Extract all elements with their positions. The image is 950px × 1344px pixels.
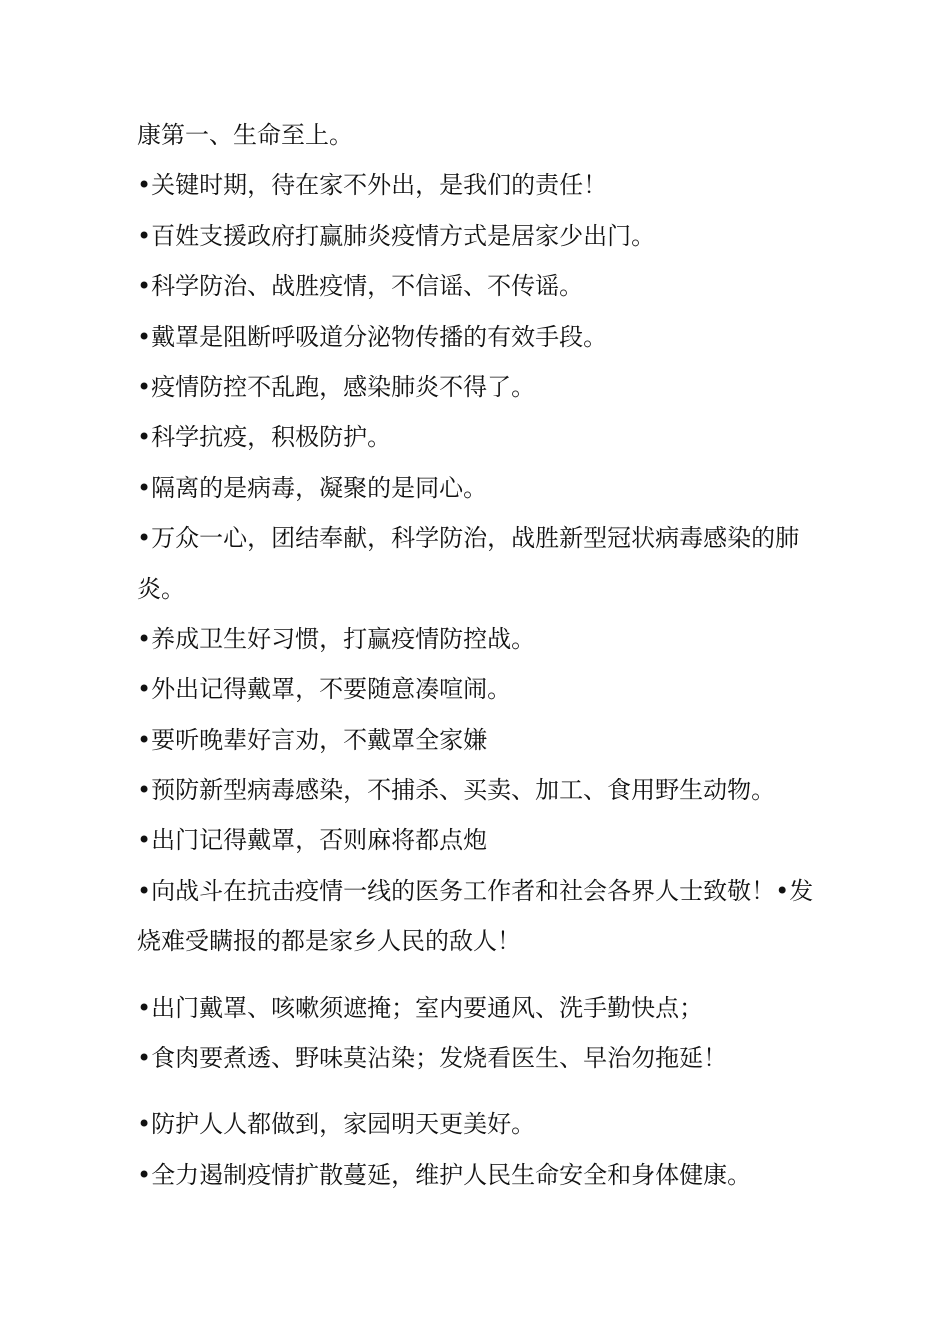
text-line: 烧难受瞒报的都是家乡人民的敌人！ bbox=[137, 927, 521, 956]
text-line: 康第一、生命至上。 bbox=[137, 121, 353, 149]
bullet-line: •外出记得戴罩，不要随意凑喧闹。 bbox=[137, 675, 512, 704]
bullet-line: •向战斗在抗击疫情一线的医务工作者和社会各界人士致敬！•发 bbox=[137, 876, 814, 905]
bullet-line: •科学抗疫，积极防护。 bbox=[137, 423, 392, 452]
bullet-line: •出门戴罩、咳嗽须遮掩；室内要通风、洗手勤快点； bbox=[137, 993, 704, 1022]
bullet-line: •防护人人都做到，家园明天更美好。 bbox=[137, 1110, 536, 1139]
bullet-line: •隔离的是病毒，凝聚的是同心。 bbox=[137, 473, 488, 502]
bullet-line: •万众一心，团结奉献，科学防治，战胜新型冠状病毒感染的肺 bbox=[137, 524, 800, 553]
bullet-line: •戴罩是阻断呼吸道分泌物传播的有效手段。 bbox=[137, 322, 608, 351]
bullet-line: •百姓支援政府打赢肺炎疫情方式是居家少出门。 bbox=[137, 221, 656, 250]
bullet-line: •科学防治、战胜疫情，不信谣、不传谣。 bbox=[137, 272, 584, 301]
paragraph-gap bbox=[137, 967, 837, 983]
bullet-line: •预防新型病毒感染，不捕杀、买卖、加工、食用野生动物。 bbox=[137, 776, 776, 805]
bullet-line: •出门记得戴罩，否则麻将都点炮 bbox=[137, 826, 488, 855]
bullet-line: •要听晚辈好言劝，不戴罩全家嫌 bbox=[137, 725, 488, 754]
bullet-line: •食肉要煮透、野味莫沾染；发烧看医生、早治勿拖延！ bbox=[137, 1044, 728, 1073]
bullet-line: •养成卫生好习惯，打赢疫情防控战。 bbox=[137, 624, 536, 653]
bullet-line: •全力遏制疫情扩散蔓延，维护人民生命安全和身体健康。 bbox=[137, 1160, 752, 1189]
bullet-line: •疫情防控不乱跑，感染肺炎不得了。 bbox=[137, 372, 536, 401]
paragraph-gap bbox=[137, 1083, 837, 1099]
text-line: 炎。 bbox=[137, 574, 185, 603]
document-body bbox=[137, 110, 837, 1200]
bullet-line: •关键时期，待在家不外出，是我们的责任！ bbox=[137, 171, 608, 200]
